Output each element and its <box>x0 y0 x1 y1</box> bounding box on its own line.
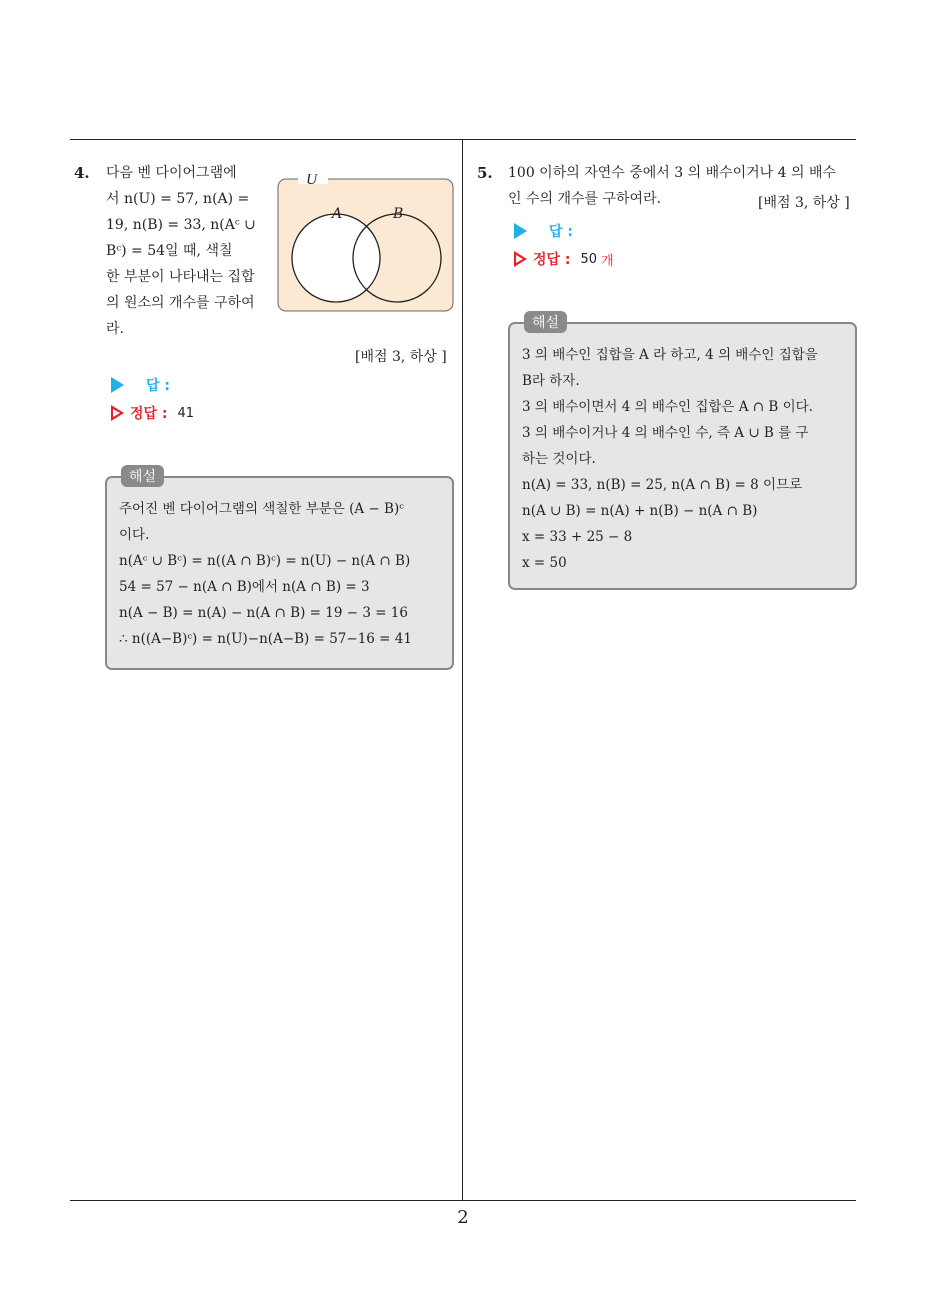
q4-solution-text <box>119 496 412 652</box>
q5-text-line: 100 이하의 자연수 중에서 3 의 배수이거나 4 의 배수 <box>508 165 837 181</box>
venn-diagram <box>276 174 456 314</box>
outline-arrow-icon <box>514 251 527 267</box>
q4-text-line: Bᶜ) = 54일 때, 색칠 <box>106 243 233 259</box>
q4-text-line: 서 n(U) = 57, n(A) = <box>106 191 250 207</box>
q5-correct-unit: 개 <box>601 253 614 269</box>
q5-text-line: 인 수의 개수를 구하여라. <box>508 191 662 207</box>
q4-solution-line: 주어진 벤 다이어그램의 색칠한 부분은 (A − B)ᶜ <box>119 501 404 517</box>
q5-correct-answer <box>514 249 614 269</box>
play-arrow-icon <box>514 223 527 239</box>
q4-question-text <box>106 160 266 342</box>
q4-text-line: 다음 벤 다이어그램에 <box>106 165 237 181</box>
q4-text-line: 라. <box>106 321 124 337</box>
venn-set-b-label: B <box>393 206 404 222</box>
outline-arrow-icon <box>111 405 124 421</box>
q5-correct-value: 50 <box>580 251 598 267</box>
q5-solution-box <box>508 315 857 590</box>
q5-solution-line: 3 의 배수이면서 4 의 배수인 집합은 A ∩ B 이다. <box>522 399 813 415</box>
q4-answer-label: 답 : <box>146 378 170 394</box>
q5-solution-line: x = 33 + 25 − 8 <box>522 529 633 545</box>
q4-solution-tag: 해설 <box>121 465 164 487</box>
q4-correct-answer <box>111 403 194 423</box>
q4-number: 4. <box>74 164 90 182</box>
top-rule <box>70 139 856 140</box>
q4-solution-line: 54 = 57 − n(A ∩ B)에서 n(A ∩ B) = 3 <box>119 579 370 595</box>
q4-text-line: 의 원소의 개수를 구하여 <box>106 295 255 311</box>
q5-solution-line: 3 의 배수인 집합을 A 라 하고, 4 의 배수인 집합을 <box>522 347 818 363</box>
q5-solution-line: n(A) = 33, n(B) = 25, n(A ∩ B) = 8 이므로 <box>522 477 803 493</box>
q5-score: [배점 3, 하상 ] <box>758 195 850 211</box>
q5-solution-text <box>522 342 818 576</box>
q4-text-line: 한 부분이 나타내는 집합 <box>106 269 255 285</box>
q4-correct-value: 41 <box>177 405 195 421</box>
q5-number: 5. <box>477 164 493 182</box>
q4-solution-line: ∴ n((A−B)ᶜ) = n(U)−n(A−B) = 57−16 = 41 <box>119 631 412 647</box>
q4-score: [배점 3, 하상 ] <box>355 349 447 365</box>
q5-correct-label: 정답 : <box>533 252 571 268</box>
q5-answer-label: 답 : <box>549 224 573 240</box>
page-number: 2 <box>457 1207 469 1228</box>
q5-solution-tag: 해설 <box>524 311 567 333</box>
venn-set-a-label: A <box>332 206 343 222</box>
venn-set-a-circle <box>292 214 380 302</box>
play-arrow-icon <box>111 377 124 393</box>
q4-answer-input[interactable] <box>111 375 170 395</box>
q5-solution-line: B라 하자. <box>522 373 580 389</box>
q5-solution-line: 3 의 배수이거나 4 의 배수인 수, 즉 A ∪ B 를 구 <box>522 425 809 441</box>
q5-answer-input[interactable] <box>514 221 573 241</box>
q4-correct-label: 정답 : <box>130 406 168 422</box>
q5-solution-line: 하는 것이다. <box>522 451 596 467</box>
q4-solution-line: n(Aᶜ ∪ Bᶜ) = n((A ∩ B)ᶜ) = n(U) − n(A ∩ B) <box>119 553 411 569</box>
q4-solution-line: n(A − B) = n(A) − n(A ∩ B) = 19 − 3 = 16 <box>119 605 408 621</box>
q5-solution-line: x = 50 <box>522 555 567 571</box>
q5-solution-line: n(A ∪ B) = n(A) + n(B) − n(A ∩ B) <box>522 503 758 519</box>
venn-universe-label: U <box>306 174 318 188</box>
q4-text-line: 19, n(B) = 33, n(Aᶜ ∪ <box>106 217 256 233</box>
q4-solution-line: 이다. <box>119 527 150 543</box>
column-divider <box>462 140 463 1201</box>
bottom-rule <box>70 1200 856 1201</box>
q4-solution-box <box>105 469 454 670</box>
